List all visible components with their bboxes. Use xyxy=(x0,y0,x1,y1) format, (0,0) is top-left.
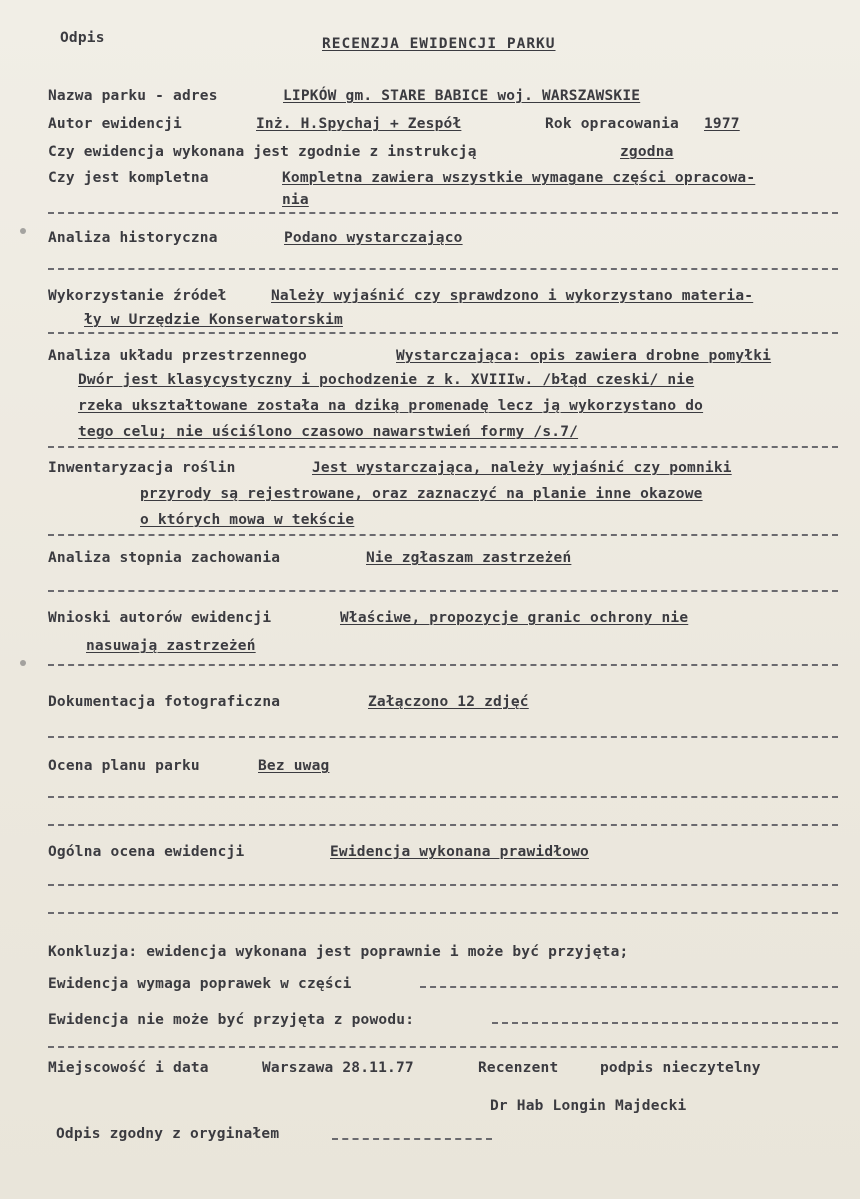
stopnie-label: Analiza stopnia zachowania xyxy=(48,550,281,566)
kompletna-label: Czy jest kompletna xyxy=(48,170,209,186)
roslin-value-1: Jest wystarczająca, należy wyjaśnić czy pomniki xyxy=(312,460,732,476)
punch-hole xyxy=(20,228,26,234)
rok-value: 1977 xyxy=(704,116,740,132)
autor-label: Autor ewidencji xyxy=(48,116,182,132)
dashed-line xyxy=(48,446,838,448)
uklad-value-2: Dwór jest klasycystyczny i pochodzenie z k. XVIIIw. /błąd czeski/ nie xyxy=(78,372,695,388)
dashed-line xyxy=(48,824,838,826)
zrodel-label: Wykorzystanie źródeł xyxy=(48,288,227,304)
roslin-value-2: przyrody są rejestrowane, oraz zaznaczyć na planie inne okazowe xyxy=(140,486,703,502)
zgodna-label: Czy ewidencja wykonana jest zgodnie z instrukcją xyxy=(48,144,477,160)
kompletna-value-2: nia xyxy=(282,192,309,208)
uklad-value-1: Wystarczająca: opis zawiera drobne pomyłki xyxy=(396,348,772,364)
conclusion-line-2: Ewidencja wymaga poprawek w części xyxy=(48,976,352,992)
uklad-value-3: rzeka ukształtowane została na dziką promenadę lecz ją wykorzystano do xyxy=(78,398,704,414)
zgodny-label: Odpis zgodny z oryginałem xyxy=(56,1126,280,1142)
conclusion-line-3: Ewidencja nie może być przyjęta z powodu: xyxy=(48,1012,415,1028)
foto-value: Załączono 12 zdjęć xyxy=(368,694,529,710)
rok-label: Rok opracowania xyxy=(545,116,679,132)
historyczna-label: Analiza historyczna xyxy=(48,230,218,246)
autor-value: Inż. H.Spychaj + Zespół xyxy=(256,116,462,132)
dashed-line xyxy=(48,912,838,914)
dashed-line xyxy=(48,736,838,738)
zrodel-value-2: ły w Urzędzie Konserwatorskim xyxy=(84,312,343,328)
recenzent-label: Recenzent xyxy=(478,1060,559,1076)
dashed-line xyxy=(48,590,838,592)
dashed-line xyxy=(332,1138,492,1140)
dashed-line xyxy=(48,796,838,798)
roslin-label: Inwentaryzacja roślin xyxy=(48,460,236,476)
nazwa-label: Nazwa parku - adres xyxy=(48,88,218,104)
miejsce-value: Warszawa 28.11.77 xyxy=(262,1060,414,1076)
miejsce-label: Miejscowość i data xyxy=(48,1060,209,1076)
dashed-line xyxy=(48,534,838,536)
ogolna-label: Ogólna ocena ewidencji xyxy=(48,844,245,860)
uklad-value-4: tego celu; nie uściślono czasowo nawarstwień formy /s.7/ xyxy=(78,424,579,440)
wnioski-label: Wnioski autorów ewidencji xyxy=(48,610,272,626)
dashed-line xyxy=(48,1046,838,1048)
historyczna-value: Podano wystarczająco xyxy=(284,230,463,246)
nazwa-value: LIPKÓW gm. STARE BABICE woj. WARSZAWSKIE xyxy=(283,88,641,104)
kompletna-value-1: Kompletna zawiera wszystkie wymagane części opracowa- xyxy=(282,170,756,186)
plan-value: Bez uwag xyxy=(258,758,330,774)
odpis-label: Odpis xyxy=(60,30,105,46)
dashed-line xyxy=(492,1022,838,1024)
dashed-line xyxy=(48,664,838,666)
zgodna-value: zgodna xyxy=(620,144,674,160)
wnioski-value-1: Właściwe, propozycje granic ochrony nie xyxy=(340,610,689,626)
dashed-line xyxy=(48,884,838,886)
foto-label: Dokumentacja fotograficzna xyxy=(48,694,281,710)
uklad-label: Analiza układu przestrzennego xyxy=(48,348,307,364)
dashed-line xyxy=(420,986,838,988)
ogolna-value: Ewidencja wykonana prawidłowo xyxy=(330,844,589,860)
stopnie-value: Nie zgłaszam zastrzeżeń xyxy=(366,550,572,566)
reviewer-name: Dr Hab Longin Majdecki xyxy=(490,1098,687,1114)
roslin-value-3: o których mowa w tekście xyxy=(140,512,355,528)
document-title: RECENZJA EWIDENCJI PARKU xyxy=(322,36,556,52)
plan-label: Ocena planu parku xyxy=(48,758,200,774)
wnioski-value-2: nasuwają zastrzeżeń xyxy=(86,638,256,654)
dashed-line xyxy=(48,332,838,334)
punch-hole xyxy=(20,660,26,666)
conclusion-line-1: Konkluzja: ewidencja wykonana jest poprawnie i może być przyjęta; xyxy=(48,944,629,960)
zrodel-value-1: Należy wyjaśnić czy sprawdzono i wykorzystano materia- xyxy=(271,288,754,304)
dashed-line xyxy=(48,212,838,214)
recenzent-value: podpis nieczytelny xyxy=(600,1060,761,1076)
dashed-line xyxy=(48,268,838,270)
